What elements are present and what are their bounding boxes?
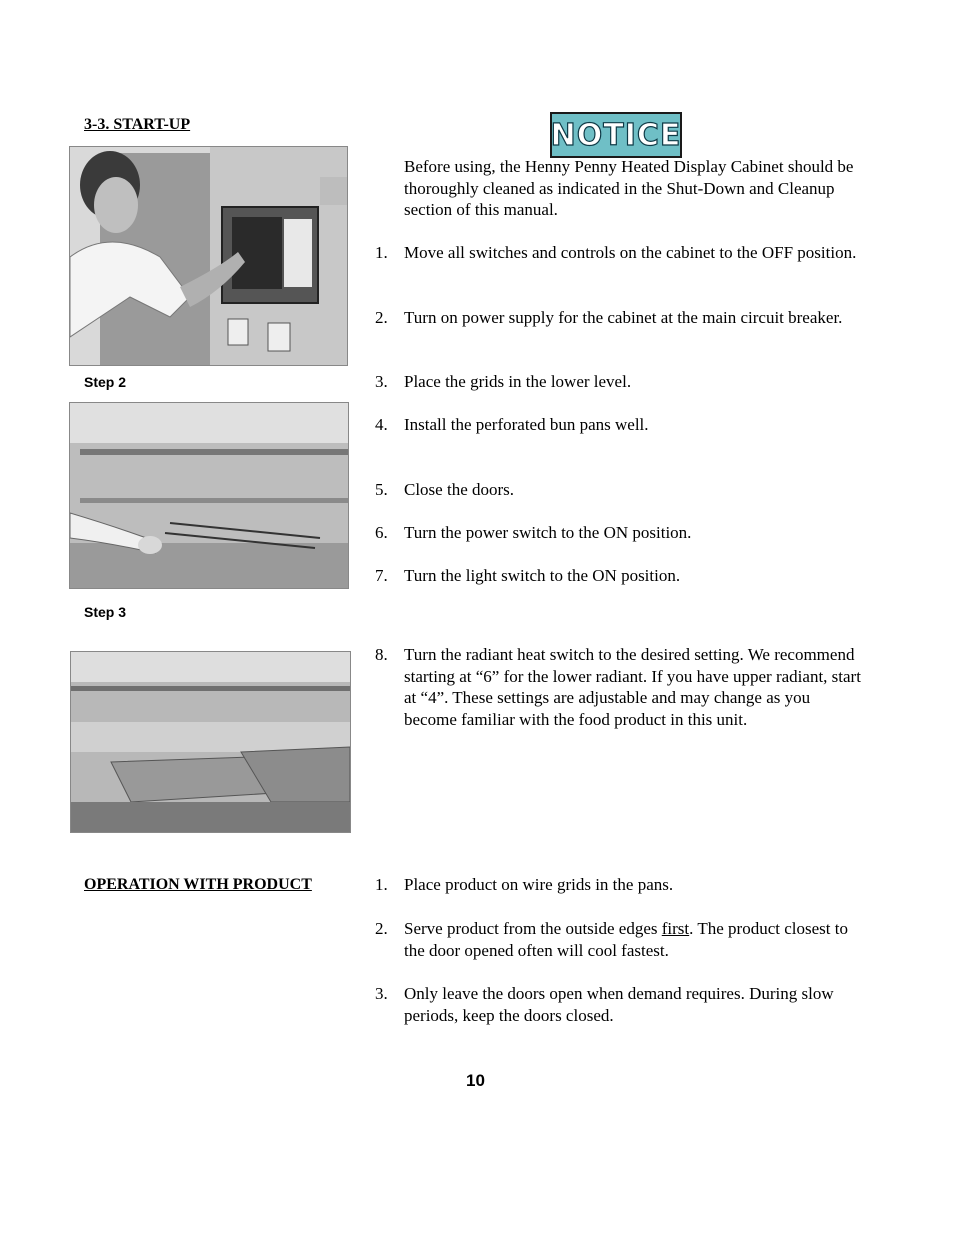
operation-step-2-text [404,918,864,961]
step-3-number: 3. [375,372,388,391]
operation-step-2-text-end: . The product closest to the door opened often will cool fastest. [404,919,848,960]
notice-badge [550,112,682,158]
step-7-text: Turn the light switch to the ON position. [404,566,681,585]
section-heading: 3-3. START-UP [84,116,191,133]
circuit-breaker-photo [69,146,348,366]
step-1-number: 1. [375,243,388,262]
step-3-caption: Step 3 [84,604,127,620]
placing-grids-photo [69,402,349,589]
operation-step-2-text-start: Serve product from the outside edges [404,919,662,938]
step-2-number: 2. [375,308,388,327]
operation-step-1-text: Place product on wire grids in the pans. [404,875,674,894]
step-5-text: Close the doors. [404,480,515,499]
step-6-text: Turn the power switch to the ON position. [404,523,692,542]
operation-heading: OPERATION WITH PRODUCT [84,876,312,893]
operation-step-2-number: 2. [375,919,388,938]
operation-step-3-number: 3. [375,984,388,1003]
step-5-number: 5. [375,480,388,499]
bun-pans-photo [70,651,351,833]
step-4-number: 4. [375,415,388,434]
step-6-number: 6. [375,523,388,542]
notice-intro-text: Before using, the Henny Penny Heated Display Cabinet should be thoroughly cleaned as indicated in the Shut-Down and Cleanup section of this manual. [404,157,854,219]
step-2-text: Turn on power supply for the cabinet at the main circuit breaker. [404,308,843,327]
step-8-text: Turn the radiant heat switch to the desired setting. We recommend starting at “6” for the lower radiant. If you have upper radiant, start at “4”. These settings are adjustable and may change as you become familiar with the food product in this unit. [404,645,861,729]
step-8-number: 8. [375,645,388,664]
notice-label: NOTICE [550,117,682,153]
operation-step-1-number: 1. [375,875,388,894]
page-number: 10 [466,1071,485,1090]
step-1-text: Move all switches and controls on the cabinet to the OFF position. [404,243,857,262]
step-2-caption: Step 2 [84,374,127,390]
step-3-text: Place the grids in the lower level. [404,372,632,391]
step-4-text: Install the perforated bun pans well. [404,415,649,434]
operation-step-3-text: Only leave the doors open when demand requires. During slow periods, keep the doors closed. [404,984,834,1025]
operation-step-2-emphasis: first [661,919,690,938]
step-7-number: 7. [375,566,388,585]
